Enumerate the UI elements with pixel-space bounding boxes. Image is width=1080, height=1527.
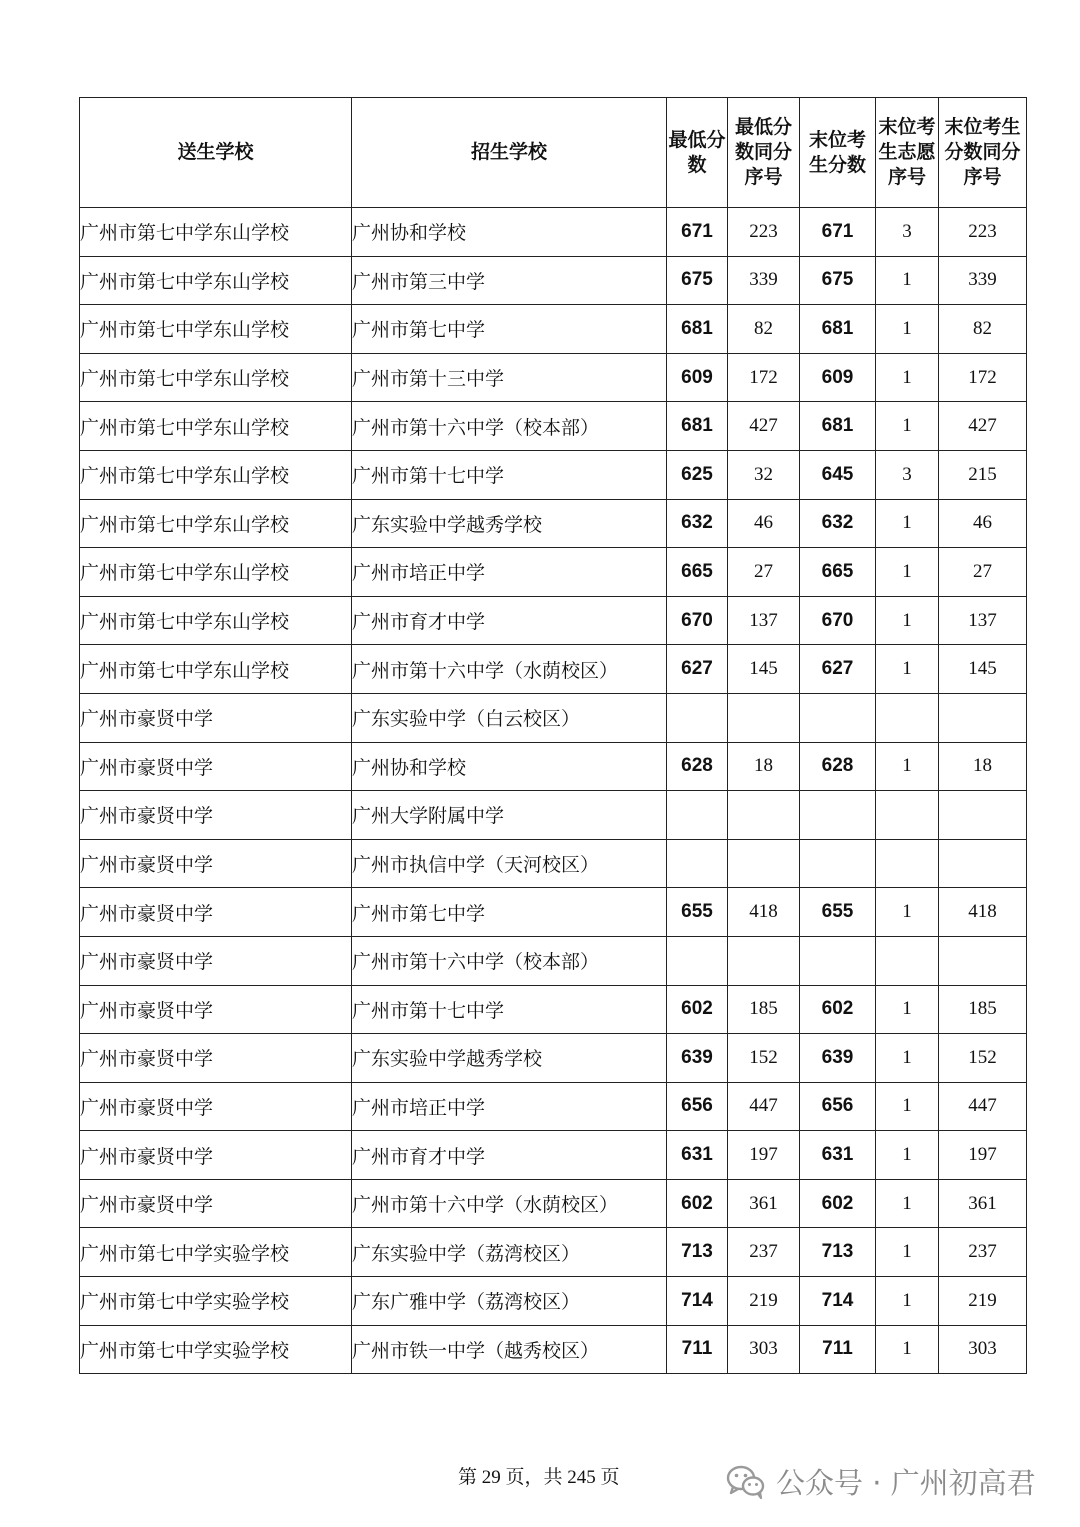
min-score-tie-rank-cell: 18 [728,742,800,791]
last-student-score-cell: 631 [800,1131,876,1180]
min-score-tie-rank-cell: 32 [728,450,800,499]
admitting-school-cell: 广州市第七中学 [352,305,667,354]
last-student-tie-rank-cell: 237 [939,1228,1027,1277]
header-last-student-choice-rank: 末位考生志愿序号 [876,98,939,208]
last-student-tie-rank-cell: 197 [939,1131,1027,1180]
min-score-cell: 671 [667,208,728,257]
sending-school-cell: 广州市第七中学东山学校 [80,645,352,694]
table-row [80,208,1027,257]
table-row [80,742,1027,791]
last-student-score-cell: 632 [800,499,876,548]
sending-school-cell: 广州市第七中学东山学校 [80,499,352,548]
admitting-school-cell: 广州市铁一中学（越秀校区） [352,1325,667,1374]
table-row [80,1082,1027,1131]
last-student-tie-rank-cell: 361 [939,1179,1027,1228]
sending-school-cell: 广州市第七中学东山学校 [80,548,352,597]
admitting-school-cell: 广州市执信中学（天河校区） [352,839,667,888]
last-student-choice-rank-cell: 1 [876,1034,939,1083]
last-student-choice-rank-cell: 1 [876,1131,939,1180]
last-student-choice-rank-cell: 1 [876,742,939,791]
last-student-choice-rank-cell: 1 [876,1082,939,1131]
table-header-row [80,98,1027,208]
last-student-choice-rank-cell: 1 [876,402,939,451]
admission-score-table [79,97,1027,1374]
watermark-text: 公众号 · 广州初高君 [776,1466,1036,1500]
min-score-tie-rank-cell: 339 [728,256,800,305]
sending-school-cell: 广州市第七中学东山学校 [80,353,352,402]
sending-school-cell: 广州市第七中学东山学校 [80,596,352,645]
admitting-school-cell: 广东实验中学（荔湾校区） [352,1228,667,1277]
last-student-tie-rank-cell: 418 [939,888,1027,937]
admitting-school-cell: 广州协和学校 [352,208,667,257]
last-student-choice-rank-cell: 1 [876,1228,939,1277]
min-score-tie-rank-cell [728,839,800,888]
sending-school-cell: 广州市第七中学实验学校 [80,1228,352,1277]
min-score-cell [667,839,728,888]
min-score-tie-rank-cell: 219 [728,1277,800,1326]
last-student-choice-rank-cell: 1 [876,1325,939,1374]
table-row [80,645,1027,694]
admitting-school-cell: 广州市育才中学 [352,1131,667,1180]
sending-school-cell: 广州市豪贤中学 [80,1082,352,1131]
header-sending-school: 送生学校 [80,98,352,208]
last-student-score-cell: 713 [800,1228,876,1277]
last-student-score-cell: 714 [800,1277,876,1326]
last-student-choice-rank-cell: 1 [876,499,939,548]
last-student-score-cell: 609 [800,353,876,402]
sending-school-cell: 广州市豪贤中学 [80,985,352,1034]
min-score-cell: 625 [667,450,728,499]
table-row [80,402,1027,451]
last-student-choice-rank-cell: 1 [876,596,939,645]
last-student-score-cell [800,936,876,985]
header-admitting-school: 招生学校 [352,98,667,208]
table-row [80,256,1027,305]
sending-school-cell: 广州市第七中学东山学校 [80,208,352,257]
last-student-choice-rank-cell [876,839,939,888]
min-score-cell: 675 [667,256,728,305]
last-student-tie-rank-cell: 447 [939,1082,1027,1131]
min-score-cell: 609 [667,353,728,402]
admitting-school-cell: 广州市第十七中学 [352,985,667,1034]
sending-school-cell: 广州市第七中学东山学校 [80,305,352,354]
last-student-choice-rank-cell: 1 [876,305,939,354]
last-student-choice-rank-cell: 1 [876,353,939,402]
last-student-score-cell: 681 [800,305,876,354]
last-student-score-cell: 645 [800,450,876,499]
sending-school-cell: 广州市第七中学实验学校 [80,1277,352,1326]
last-student-choice-rank-cell: 3 [876,208,939,257]
last-student-tie-rank-cell: 223 [939,208,1027,257]
min-score-tie-rank-cell: 427 [728,402,800,451]
min-score-cell: 602 [667,985,728,1034]
min-score-tie-rank-cell: 152 [728,1034,800,1083]
table-row [80,1228,1027,1277]
last-student-choice-rank-cell: 3 [876,450,939,499]
table-row [80,888,1027,937]
last-student-tie-rank-cell: 339 [939,256,1027,305]
wechat-icon [726,1464,766,1500]
table-row [80,1277,1027,1326]
sending-school-cell: 广州市豪贤中学 [80,839,352,888]
min-score-cell: 631 [667,1131,728,1180]
last-student-choice-rank-cell [876,791,939,840]
last-student-score-cell: 671 [800,208,876,257]
admitting-school-cell: 广州市第十六中学（水荫校区） [352,1179,667,1228]
table-row [80,985,1027,1034]
last-student-tie-rank-cell [939,693,1027,742]
admitting-school-cell: 广东实验中学越秀学校 [352,1034,667,1083]
last-student-tie-rank-cell: 185 [939,985,1027,1034]
last-student-tie-rank-cell: 137 [939,596,1027,645]
last-student-tie-rank-cell: 215 [939,450,1027,499]
table-row [80,936,1027,985]
last-student-choice-rank-cell: 1 [876,1277,939,1326]
table-row [80,1131,1027,1180]
admitting-school-cell: 广州协和学校 [352,742,667,791]
table-row [80,839,1027,888]
last-student-score-cell: 627 [800,645,876,694]
sending-school-cell: 广州市第七中学东山学校 [80,256,352,305]
table-row [80,1325,1027,1374]
last-student-score-cell: 711 [800,1325,876,1374]
last-student-choice-rank-cell: 1 [876,645,939,694]
header-last-student-score: 末位考生分数 [800,98,876,208]
sending-school-cell: 广州市豪贤中学 [80,1179,352,1228]
min-score-cell: 639 [667,1034,728,1083]
table-row [80,791,1027,840]
last-student-score-cell [800,693,876,742]
last-student-score-cell: 675 [800,256,876,305]
min-score-cell: 713 [667,1228,728,1277]
min-score-tie-rank-cell: 82 [728,305,800,354]
last-student-score-cell: 670 [800,596,876,645]
last-student-tie-rank-cell: 152 [939,1034,1027,1083]
last-student-tie-rank-cell: 82 [939,305,1027,354]
admitting-school-cell: 广州大学附属中学 [352,791,667,840]
sending-school-cell: 广州市豪贤中学 [80,1131,352,1180]
header-min-score: 最低分数 [667,98,728,208]
last-student-tie-rank-cell: 172 [939,353,1027,402]
table-row [80,1034,1027,1083]
min-score-cell: 670 [667,596,728,645]
min-score-tie-rank-cell: 223 [728,208,800,257]
min-score-cell: 627 [667,645,728,694]
last-student-tie-rank-cell: 27 [939,548,1027,597]
sending-school-cell: 广州市豪贤中学 [80,742,352,791]
min-score-cell [667,791,728,840]
last-student-score-cell: 602 [800,1179,876,1228]
min-score-tie-rank-cell: 137 [728,596,800,645]
table-row [80,499,1027,548]
sending-school-cell: 广州市豪贤中学 [80,1034,352,1083]
sending-school-cell: 广州市豪贤中学 [80,888,352,937]
admitting-school-cell: 广州市培正中学 [352,548,667,597]
admitting-school-cell: 广东实验中学（白云校区） [352,693,667,742]
last-student-score-cell [800,839,876,888]
min-score-tie-rank-cell: 46 [728,499,800,548]
min-score-cell: 602 [667,1179,728,1228]
table-row [80,596,1027,645]
admitting-school-cell: 广州市第十六中学（校本部） [352,402,667,451]
last-student-choice-rank-cell [876,936,939,985]
last-student-score-cell: 639 [800,1034,876,1083]
min-score-cell: 655 [667,888,728,937]
min-score-cell [667,693,728,742]
last-student-score-cell: 628 [800,742,876,791]
min-score-tie-rank-cell: 361 [728,1179,800,1228]
last-student-tie-rank-cell: 145 [939,645,1027,694]
min-score-tie-rank-cell: 418 [728,888,800,937]
min-score-tie-rank-cell: 447 [728,1082,800,1131]
min-score-tie-rank-cell: 27 [728,548,800,597]
last-student-choice-rank-cell: 1 [876,888,939,937]
last-student-tie-rank-cell [939,839,1027,888]
table-row [80,693,1027,742]
min-score-tie-rank-cell: 197 [728,1131,800,1180]
last-student-score-cell: 602 [800,985,876,1034]
last-student-score-cell: 681 [800,402,876,451]
last-student-tie-rank-cell: 46 [939,499,1027,548]
last-student-score-cell: 665 [800,548,876,597]
min-score-cell: 681 [667,305,728,354]
sending-school-cell: 广州市第七中学东山学校 [80,450,352,499]
admitting-school-cell: 广州市第三中学 [352,256,667,305]
min-score-tie-rank-cell: 145 [728,645,800,694]
min-score-tie-rank-cell: 303 [728,1325,800,1374]
last-student-tie-rank-cell: 219 [939,1277,1027,1326]
min-score-tie-rank-cell: 237 [728,1228,800,1277]
admitting-school-cell: 广州市第十六中学（水荫校区） [352,645,667,694]
last-student-tie-rank-cell: 303 [939,1325,1027,1374]
min-score-cell [667,936,728,985]
admitting-school-cell: 广州市第七中学 [352,888,667,937]
min-score-tie-rank-cell [728,693,800,742]
min-score-tie-rank-cell [728,936,800,985]
header-last-student-tie-rank: 末位考生分数同分序号 [939,98,1027,208]
last-student-choice-rank-cell [876,693,939,742]
admitting-school-cell: 广州市第十三中学 [352,353,667,402]
watermark [726,1461,1036,1502]
last-student-choice-rank-cell: 1 [876,985,939,1034]
min-score-cell: 711 [667,1325,728,1374]
table-row [80,548,1027,597]
min-score-tie-rank-cell: 185 [728,985,800,1034]
last-student-choice-rank-cell: 1 [876,256,939,305]
last-student-tie-rank-cell: 18 [939,742,1027,791]
admitting-school-cell: 广州市培正中学 [352,1082,667,1131]
last-student-tie-rank-cell [939,791,1027,840]
last-student-tie-rank-cell: 427 [939,402,1027,451]
last-student-score-cell: 656 [800,1082,876,1131]
min-score-cell: 681 [667,402,728,451]
min-score-cell: 632 [667,499,728,548]
page-number: 第 29 页，共 245 页 [458,1467,620,1488]
table-row [80,353,1027,402]
sending-school-cell: 广州市豪贤中学 [80,936,352,985]
last-student-score-cell [800,791,876,840]
min-score-cell: 665 [667,548,728,597]
admitting-school-cell: 广州市第十六中学（校本部） [352,936,667,985]
admitting-school-cell: 广东实验中学越秀学校 [352,499,667,548]
last-student-tie-rank-cell [939,936,1027,985]
min-score-tie-rank-cell [728,791,800,840]
last-student-choice-rank-cell: 1 [876,548,939,597]
header-min-score-tie-rank: 最低分数同分序号 [728,98,800,208]
sending-school-cell: 广州市豪贤中学 [80,693,352,742]
min-score-tie-rank-cell: 172 [728,353,800,402]
last-student-score-cell: 655 [800,888,876,937]
admitting-school-cell: 广东广雅中学（荔湾校区） [352,1277,667,1326]
table-row [80,450,1027,499]
table-row [80,1179,1027,1228]
sending-school-cell: 广州市第七中学实验学校 [80,1325,352,1374]
table-row [80,305,1027,354]
sending-school-cell: 广州市豪贤中学 [80,791,352,840]
min-score-cell: 714 [667,1277,728,1326]
sending-school-cell: 广州市第七中学东山学校 [80,402,352,451]
admitting-school-cell: 广州市育才中学 [352,596,667,645]
admitting-school-cell: 广州市第十七中学 [352,450,667,499]
min-score-cell: 656 [667,1082,728,1131]
min-score-cell: 628 [667,742,728,791]
last-student-choice-rank-cell: 1 [876,1179,939,1228]
